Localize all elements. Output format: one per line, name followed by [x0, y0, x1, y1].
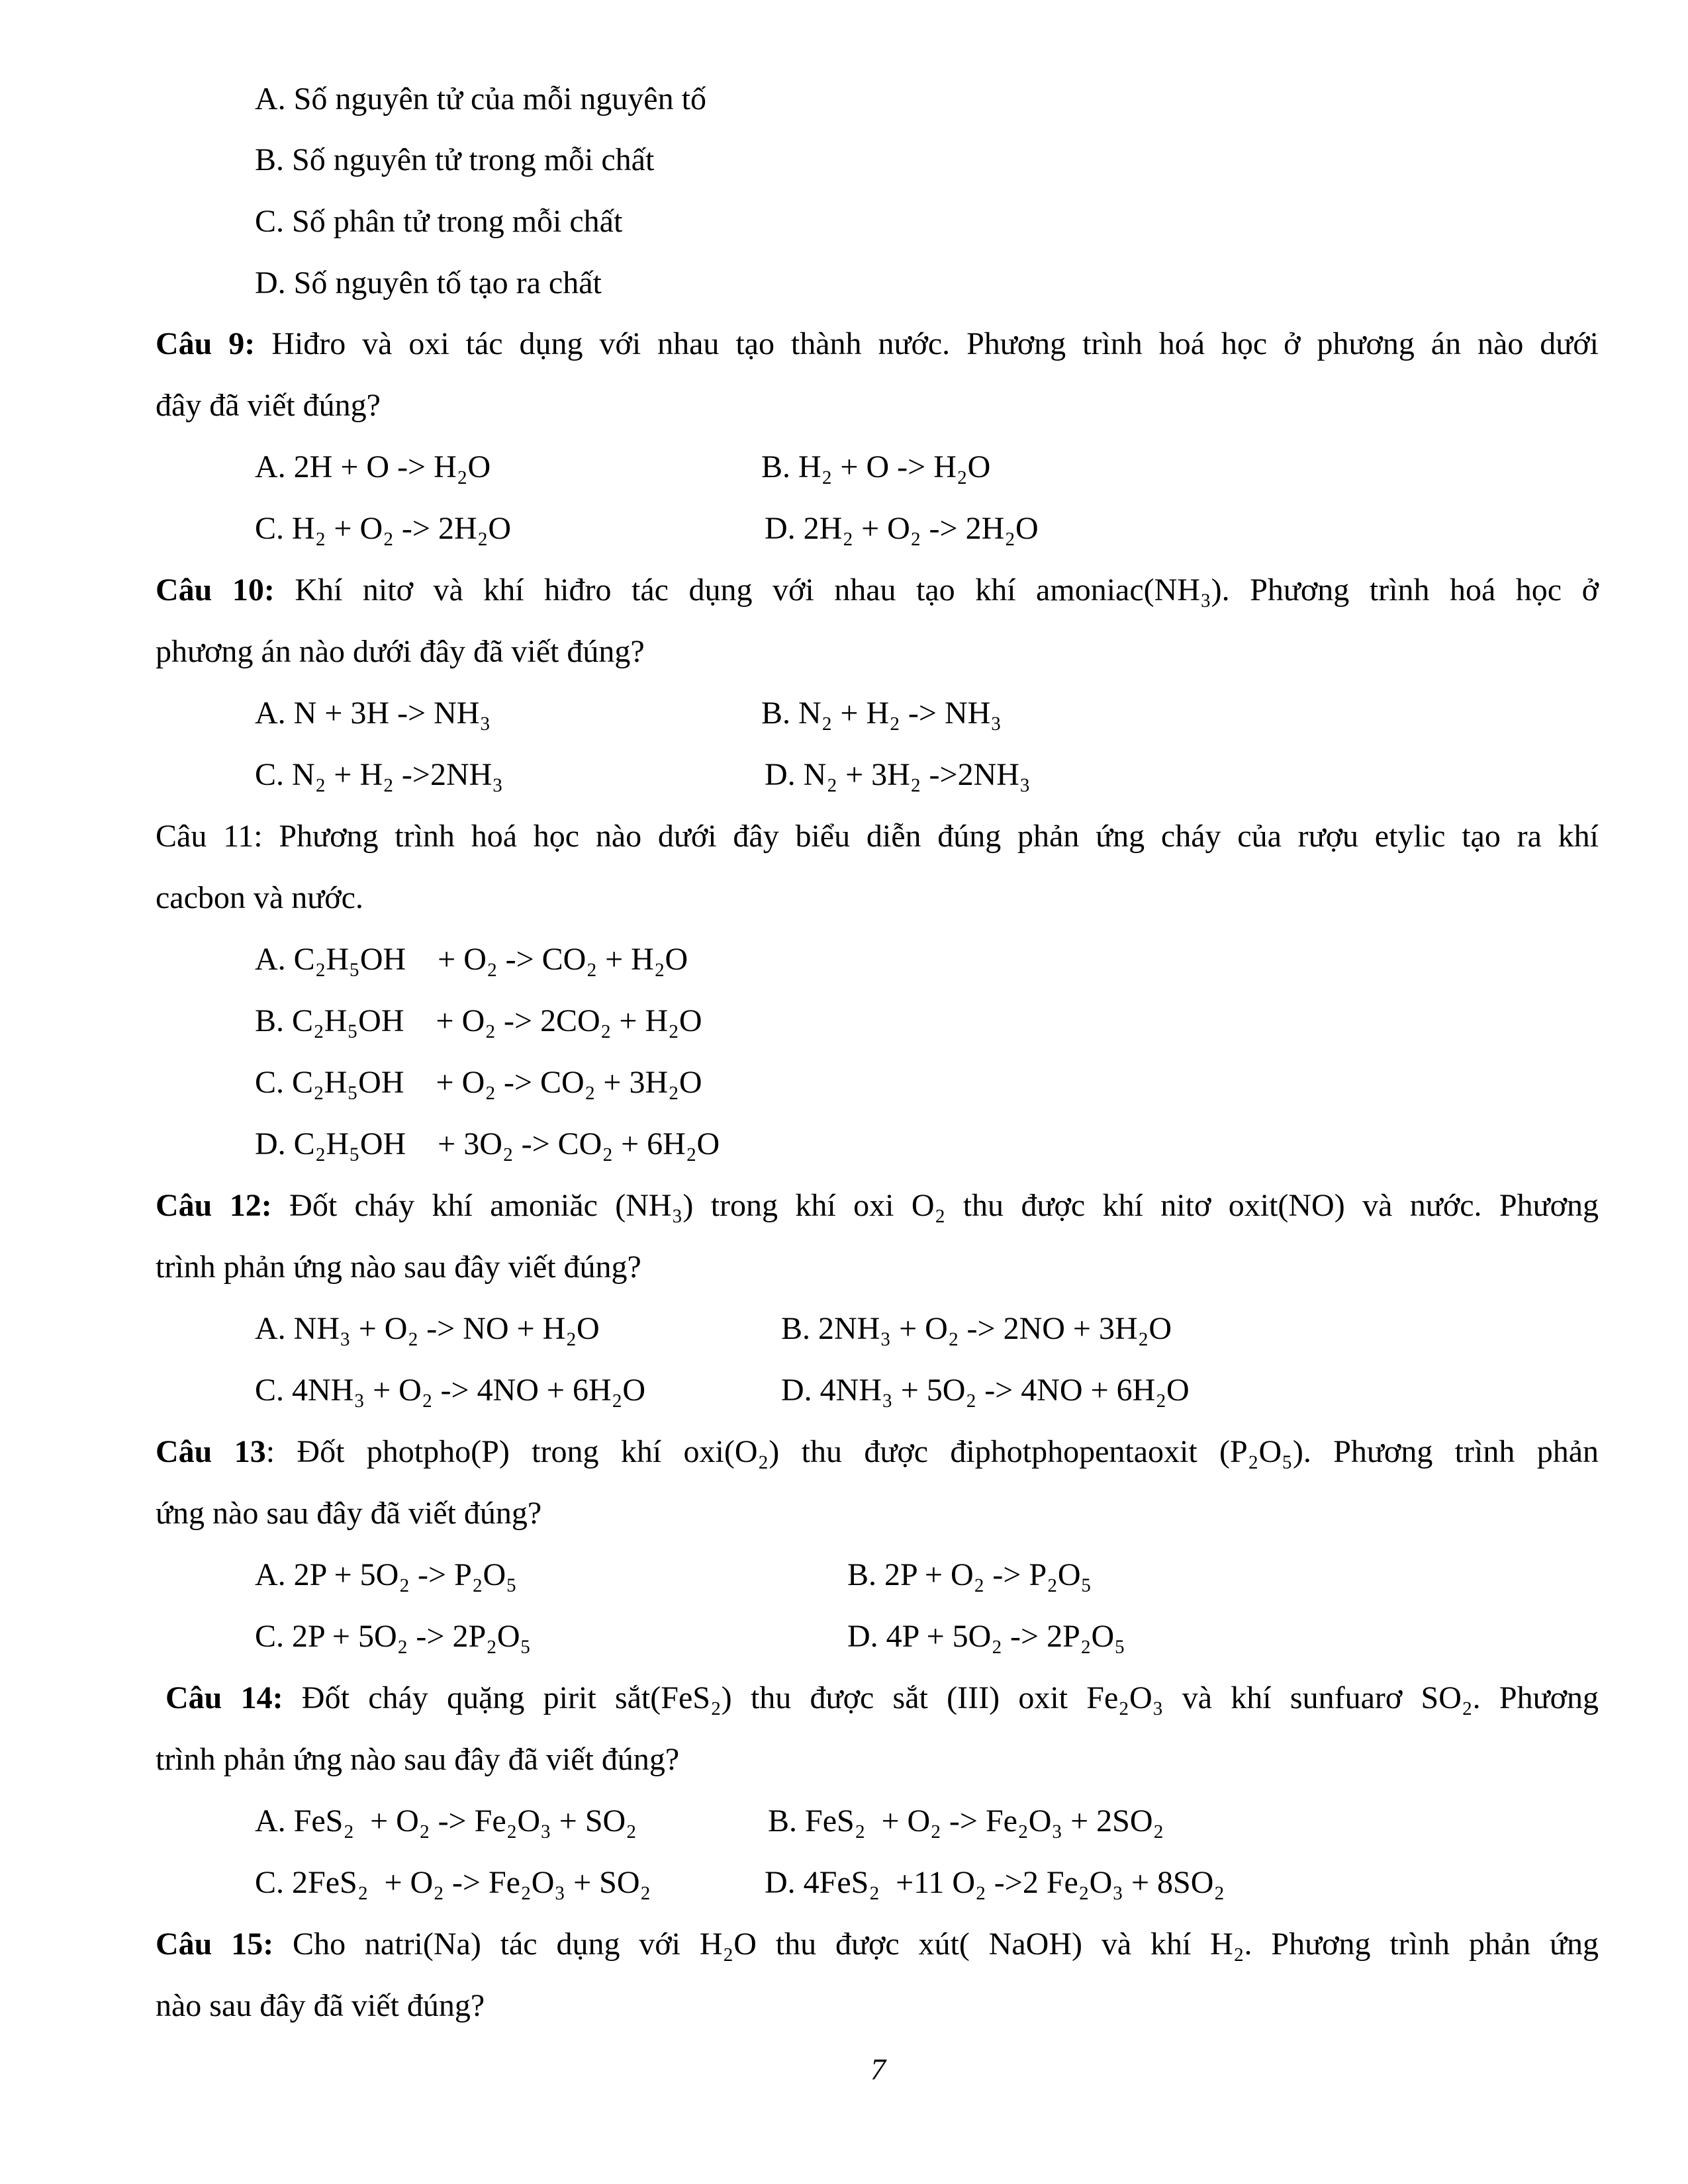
q15-text-1: Cho natri(Na) tác dụng với H₂O thu được xút( NaOH) và khí H₂. Phương trình phản ứng [273, 1927, 1599, 1962]
q9-option-c: C. H₂ + O₂ -> 2H₂O [255, 511, 511, 546]
q9-option-b: B. H₂ + O -> H₂O [761, 449, 991, 484]
q15-stem [156, 1925, 1599, 1964]
q9-option-a: A. 2H + O -> H₂O [255, 449, 491, 484]
q10-option-b: B. N₂ + H₂ -> NH₃ [761, 696, 1002, 731]
q14-option-a: A. FeS₂ + O₂ -> Fe₂O₃ + SO₂ [255, 1803, 637, 1839]
q14-option-b: B. FeS₂ + O₂ -> Fe₂O₃ + 2SO₂ [768, 1803, 1164, 1839]
q13-option-c: C. 2P + 5O₂ -> 2P₂O₅ [255, 1619, 532, 1654]
q10-stem [156, 570, 1599, 610]
q12-option-c: C. 4NH₃ + O₂ -> 4NO + 6H₂O [255, 1373, 646, 1408]
q13-option-a: A. 2P + 5O₂ -> P₂O₅ [255, 1557, 517, 1592]
q13-stem [156, 1432, 1599, 1472]
q11-text-1: Câu 11: Phương trình hoá học nào dưới đây biểu diễn đúng phản ứng cháy của rượu etylic tạo ra khí [156, 819, 1599, 854]
q14-stem [165, 1678, 1599, 1718]
q12-option-a: A. NH₃ + O₂ -> NO + H₂O [255, 1311, 600, 1346]
q9-stem [156, 324, 1599, 364]
q13-text-1: : Đốt photpho(P) trong khí oxi(O₂) thu được điphotphopentaoxit (P₂O₅). Phương trình phản [265, 1434, 1599, 1469]
q14-label: Câu 14: [165, 1680, 283, 1715]
q12-option-d: D. 4NH₃ + 5O₂ -> 4NO + 6H₂O [781, 1373, 1190, 1408]
q14-text-2: trình phản ứng nào sau đây đã viết đúng? [156, 1742, 680, 1777]
q13-option-d: D. 4P + 5O₂ -> 2P₂O₅ [847, 1619, 1125, 1654]
q15-label: Câu 15: [156, 1927, 274, 1962]
q9-text-2: đây đã viết đúng? [156, 388, 381, 423]
q11-option-c: C. C₂H₅OH + O₂ -> CO₂ + 3H₂O [255, 1065, 702, 1100]
q9-text-1: Hiđro và oxi tác dụng với nhau tạo thành nước. Phương trình hoá học ở phương án nào dưới [255, 326, 1599, 361]
q12-text-2: trình phản ứng nào sau đây viết đúng? [156, 1250, 641, 1285]
q11-option-d: D. C₂H₅OH + 3O₂ -> CO₂ + 6H₂O [255, 1126, 720, 1161]
q15-text-2: nào sau đây đã viết đúng? [156, 1988, 485, 2023]
q11-option-a: A. C₂H₅OH + O₂ -> CO₂ + H₂O [255, 942, 688, 977]
q13-label: Câu 13 [156, 1434, 266, 1469]
q14-option-d: D. 4FeS₂ +11 O₂ ->2 Fe₂O₃ + 8SO₂ [765, 1865, 1225, 1900]
q10-text-2: phương án nào dưới đây đã viết đúng? [156, 634, 645, 669]
q12-option-b: B. 2NH₃ + O₂ -> 2NO + 3H₂O [781, 1311, 1172, 1346]
q12-stem [156, 1186, 1599, 1226]
q10-option-a: A. N + 3H -> NH₃ [255, 696, 491, 731]
q14-option-c: C. 2FeS₂ + O₂ -> Fe₂O₃ + SO₂ [255, 1865, 651, 1900]
prev-option-a: A. Số nguyên tử của mỗi nguyên tố [255, 81, 706, 116]
q10-label: Câu 10: [156, 572, 275, 608]
q14-text-1: Đốt cháy quặng pirit sắt(FeS₂) thu được sắt (III) oxit Fe₂O₃ và khí sunfuarơ SO₂. Phương [283, 1680, 1599, 1715]
prev-option-d: D. Số nguyên tố tạo ra chất [255, 265, 602, 300]
prev-option-b: B. Số nguyên tử trong mỗi chất [255, 142, 655, 177]
q10-option-c: C. N₂ + H₂ ->2NH₃ [255, 757, 503, 792]
page-number: 7 [870, 2052, 886, 2086]
prev-option-c: C. Số phân tử trong mỗi chất [255, 204, 623, 239]
q10-text-1: Khí nitơ và khí hiđro tác dụng với nhau tạo khí amoniac(NH₃). Phương trình hoá học ở [274, 572, 1599, 608]
q13-option-b: B. 2P + O₂ -> P₂O₅ [847, 1557, 1092, 1592]
q10-option-d: D. N₂ + 3H₂ ->2NH₃ [765, 757, 1031, 792]
q11-option-b: B. C₂H₅OH + O₂ -> 2CO₂ + H₂O [255, 1003, 702, 1038]
q11-text-2: cacbon và nước. [156, 880, 363, 915]
q9-option-d: D. 2H₂ + O₂ -> 2H₂O [765, 511, 1039, 546]
q12-label: Câu 12: [156, 1188, 272, 1223]
q9-label: Câu 9: [156, 326, 256, 361]
q12-text-1: Đốt cháy khí amoniăc (NH₃) trong khí oxi O₂ thu được khí nitơ oxit(NO) và nước. Phương [271, 1188, 1599, 1223]
q13-text-2: ứng nào sau đây đã viết đúng? [156, 1496, 542, 1531]
